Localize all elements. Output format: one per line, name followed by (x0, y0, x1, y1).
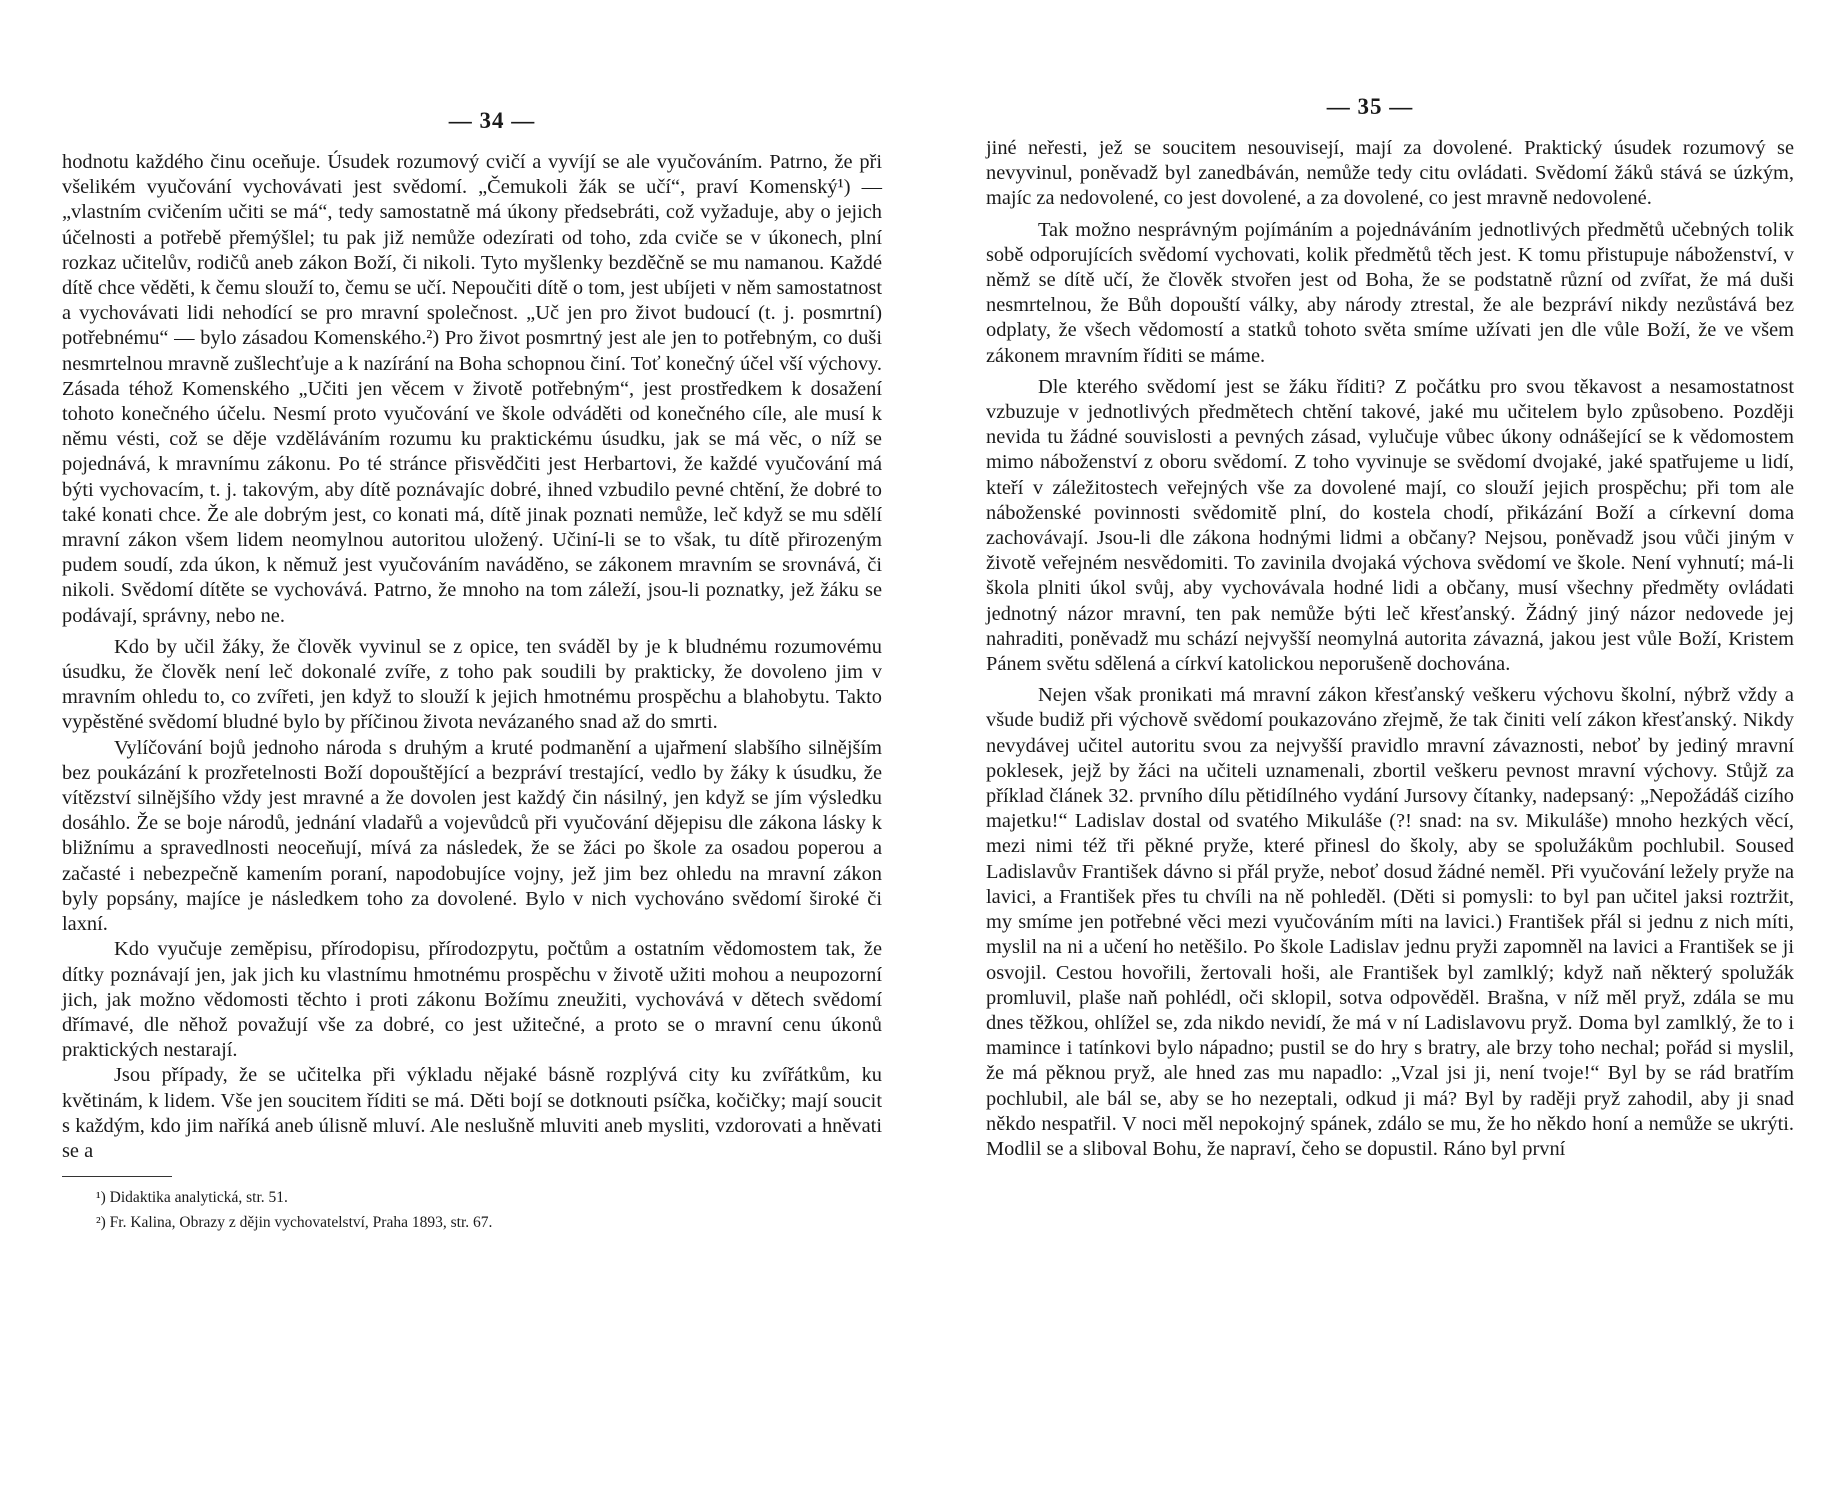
page-number: — 34 — (448, 108, 536, 133)
paragraph: hodnotu každého činu oceňuje. Úsudek rozumový cvičí a vyvíjí se ale vyučováním. Patrno, že při všelikém vyučování vychovávati jest svědomí. „Čemukoli žák se učí“, praví Komenský¹) — „vlastním cvičením učiti se má“, tedy samostatně má úkony předsebráti, což vyžaduje, aby o jejich účelnosti a potřebě přemýšlel; tu pak již nemůže odezírati od toho, zda cviče se v úkonech, plní rozkaz učitelův, rodičů aneb zákon Boží, či nikoli. Tyto myšlenky bezděčně se mu namanou. Každé dítě chce věděti, k čemu slouží to, čemu se učí. Nepoučiti dítě o tom, jest ubíjeti v něm samostatnost a vychovávati lidi nehodící se pro mravní společnost. „Uč jen pro život budoucí (t. j. posmrtní) potřebnému“ — bylo zásadou Komenského.²) Pro život posmrtný jest ale jen to potřebným, co duši nesmrtelnou mravně zušlechťuje a k nazírání na Boha schopnou činí. Toť konečný účel vší výchovy. Zásada téhož Komenského „Učiti jen věcem v životě potřebným“, jest prostředkem k dosažení tohoto konečného účelu. Nesmí proto vyučování ve škole odváděti od konečného cíle, ale musí k němu vésti, což se děje vzděláváním rozumu ku praktickému úsudku, jak se má věc, o níž se pojednává, k mravnímu zákonu. Po té stránce přisvědčiti jest Herbartovi, že každé vyučování má býti vychovacím, t. j. takovým, aby dítě poznávajíc dobré, ihned vzbudilo pevné chtění, že dobré to také konati chce. Že ale dobrým jest, co konati má, dítě jinak poznati nemůže, leč když se mu sdělí mravní zákon všem lidem neomylnou autoritou uložený. Učiní-li se to však, tu dítě přirozeným pudem soudí, zda úkon, k němuž jest vyučováním naváděno, se zákonem mravním se srovnává, či nikoli. Svědomí dítěte se vychovává. Patrno, že mnoho na tom záleží, jsou-li poznatky, jež žáku se podávají, správny, nebo ne. (62, 151, 882, 627)
right-page (922, 0, 1844, 1500)
paragraph: Kdo vyučuje zeměpisu, přírodopisu, přírodozpytu, počtům a ostatním vědomostem tak, že dítky poznávají jen, jak jich ku vlastnímu hmotnému prospěchu v životě užiti mohou a neupozorní jich, jak možno vědomosti těchto i proti zákonu Božímu zneužiti, vychovává v dětech svědomí dřímavé, dle něhož považují vše za dobré, co jest užitečné, a proto se o mravní cenu úkonů praktických nestarají. (62, 938, 882, 1062)
footnote: ²) Fr. Kalina, Obrazy z dějin vychovatelství, Praha 1893, str. 67. (96, 1214, 493, 1232)
paragraph: Jsou případy, že se učitelka při výkladu nějaké básně rozplývá city ku zvířátkům, ku květinám, k lidem. Vše jen soucitem říditi se má. Děti bojí se dotknouti psíčka, kočičky; mají soucit s každým, kdo jim naříká aneb úlisně mluví. Ale neslušně mluviti aneb mysliti, vzdorovati a hněvati se a (62, 1064, 882, 1162)
page-number: — 35 — (1326, 94, 1414, 119)
paragraph: Vylíčování bojů jednoho národa s druhým a kruté podmanění a ujařmení slabšího silnějším bez poukázání k prozřetelnosti Boží dopouštějící a bezpráví trestající, vedlo by žáky k úsudku, že vítězství silnějšího vždy jest mravné a že dovolen jest každý čin násilný, jen když se jím výsledku dosáhlo. Že se boje národů, jednání vladařů a vojevůdců při vyučování dějepisu dle zákona lásky k bližnímu a spravedlnosti neoceňují, mívá za následek, že se žáci po škole za osadou poperou a začasté i nebezpečně kamením poraní, napodobujíce vojny, jež jim bez ohledu na mravní zákon byly popsány, majíce je následkem toho za dovolené. Bylo v nich vychováno svědomí široké či laxní. (62, 736, 882, 936)
paragraph: Nejen však pronikati má mravní zákon křesťanský veškeru výchovu školní, nýbrž vždy a všude budiž při výchově svědomí poukazováno zřejmě, že tak činiti velí zákon křesťanský. Nikdy nevydávej učitel autoritu svou za nejvyšší pravidlo mravní závaznosti, neboť by jediný mravní poklesek, jejž by žáci na učiteli uznamenali, zbortil veškeru pevnost mravní výchovy. Stůjž za příklad článek 32. prvního dílu pětidílného vydání Jursovy čítanky, nadepsaný: „Nepožádáš cizího majetku!“ Ladislav dostal od svatého Mikuláše (?! snad: na sv. Mikuláše) mnoho hezkých věcí, mezi nimi též tři pěkné pryže, které přinesl do školy, aby se spolužákům pochlubil. Soused Ladislavův František dávno si přál pryže, neboť dosud žádné neměl. Při vyučování ležely pryže na lavici, a František přes tu chvíli na ně pohleděl. (Děti si pomysli: to byl pan učitel jaksi roztržit, my smíme jen potřebné věci mezi vyučováním míti na lavici.) František přál si jednu z nich míti, myslil na ni a učení ho netěšilo. Po škole Ladislav jednu pryži zapomněl na lavici a František se ji osvojil. Cestou hovořili, žertovali hoši, ale František byl zamlklý; když naň některý spolužák promluvil, plaše naň pohlédl, oči sklopil, sotva odpověděl. Brašna, v níž měl pryž, zdála se mu dnes těžkou, ohlížel se, zda nikdo nevidí, že má v ní Ladislavovu pryž. Doma byl zamlklý, že to i mamince i tatínkovi bylo nápadno; pustil se do hry s bratry, ale brzy toho nechal; pořád si myslil, že má pěknou pryž, ale hned zas mu napadlo: „Vzal jsi ji, není tvoje!“ Byl by se rád bratřím pochlubil, ale bál se, aby se ho nezeptali, odkud ji má? Byl by raději pryž zahodil, aby ji snad někdo nespatřil. V noci měl nepokojný spánek, zdálo se mu, že ho někdo honí a nemůže se ukrýti. Modlil se a sliboval Bohu, že napraví, čeho se dopustil. Ráno byl první (986, 684, 1794, 1160)
footnote-divider (62, 1176, 172, 1177)
paragraph: Tak možno nesprávným pojímáním a pojednáváním jednotlivých předmětů učebných tolik sobě odporujících svědomí vychovati, kolik předmětů těch jest. K tomu přistupuje náboženství, v němž se dítě učí, že člověk stvořen jest od Boha, že se podstatně různí od zvířat, že má duši nesmrtelnou, že Bůh dopouští války, aby národy ztrestal, že ale bezpráví nikdy nezůstává bez odplaty, že všech vědomostí a statků tohoto světa smíme užívati jen dle vůle Boží, že ve všem zákonem mravním říditi se máme. (986, 218, 1794, 367)
paragraph: Kdo by učil žáky, že člověk vyvinul se z opice, ten sváděl by je k bludnému rozumovému úsudku, že člověk není leč dokonalé zvíře, z toho pak soudili by prakticky, že dovoleno jim v mravním ohledu to, co zvířeti, jen když to slouží k jejich hmotnému prospěchu a blahobytu. Takto vypěstěné svědomí bludné bylo by příčinou života nevázaného snad až do smrti. (62, 635, 882, 734)
paragraph: Dle kterého svědomí jest se žáku říditi? Z počátku pro svou těkavost a nesamostatnost vzbuzuje v jednotlivých předmětech chtění takové, jaké mu učitelem bylo způsobeno. Později nevida tu žádné souvislosti a pevných zásad, vylučuje vůbec úkony odnášející se k vědomostem mimo náboženství z oboru svědomí. Z toho vyvinuje se svědomí dvojaké, jaké spatřujeme u lidí, kteří v záležitostech veřejných vše za dovolené mají, co slouží jejich prospěchu; při tom ale náboženské povinnosti svědomitě plní, do kostela chodí, přikázání Boží a církevní doma zachovávají. Jsou-li dle zákona hodnými lidmi a občany? Nejsou, poněvadž jsou vůči jiným v životě veřejném nesvědomiti. To zavinila dvojaká výchova svědomí ve škole. Není vyhnutí; má-li škola plniti úkol svůj, aby vychovávala hodné lidi a občany, musí všechny předměty ovládati jednotný názor mravní, ten pak nemůže býti leč křesťanský. Žádný jiný názor nedovede jej nahraditi, poněvadž mu schází nejvyšší neomylná autorita závazná, jakou jest vůle Boží, Kristem Pánem světu sdělená a církví katolickou neporušeně dochována. (986, 375, 1794, 676)
paragraph: jiné neřesti, jež se soucitem nesouvisejí, mají za dovolené. Praktický úsudek rozumový se nevyvinul, poněvadž byl zanedbáván, nemůže tedy citu ovládati. Svědomí žáků stává se úzkým, majíc za nedovolené, co jest dovolené, a za dovolené, co jest mravně nedovolené. (986, 137, 1794, 210)
footnote: ¹) Didaktika analytická, str. 51. (96, 1189, 288, 1207)
